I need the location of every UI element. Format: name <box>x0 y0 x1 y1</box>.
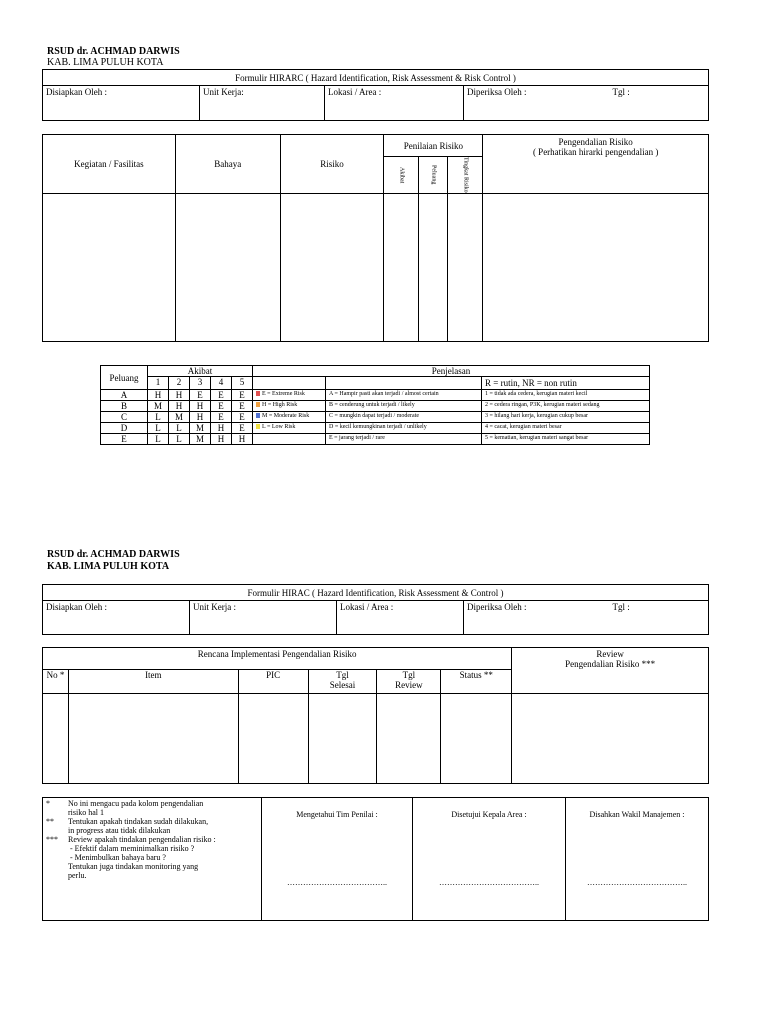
org-region: KAB. LIMA PULUH KOTA <box>47 57 164 68</box>
prepared-by-label-2: Disiapkan Oleh : <box>46 602 107 612</box>
matrix-cell: L <box>148 412 169 423</box>
form-info-table <box>42 69 709 121</box>
matrix-cell: H <box>169 401 190 412</box>
status-cell[interactable] <box>441 694 512 784</box>
form-title: Formulir HIRARC ( Hazard Identification, Risk Assessment & Risk Control ) <box>43 70 709 86</box>
matrix-cell: E <box>232 390 253 401</box>
review-cell[interactable] <box>512 694 709 784</box>
matrix-cell: L <box>148 434 169 445</box>
matrix-cell: E <box>232 412 253 423</box>
date-label-2: Tgl : <box>612 602 630 612</box>
control-cell[interactable] <box>483 194 709 342</box>
akibat-col-3: 3 <box>190 377 211 390</box>
matrix-cell: E <box>211 412 232 423</box>
col-control-title: Pengendalian Risiko <box>558 137 633 147</box>
matrix-cell: E <box>211 390 232 401</box>
location-label: Lokasi / Area : <box>328 87 382 97</box>
consequence-desc: 2 = cedera ringan, P3K, kerugian materi sedang <box>482 401 650 412</box>
col-finish: Tgl Selesai <box>308 670 377 694</box>
matrix-penjelasan-label: Penjelasan <box>253 366 650 377</box>
swatch-moderate <box>256 413 260 418</box>
notes-signature-table <box>42 797 709 921</box>
col-control-subtitle: ( Perhatikan hirarki pengendalian ) <box>532 147 659 157</box>
risk-cell[interactable] <box>280 194 384 342</box>
risk-assessment-table <box>42 134 709 342</box>
matrix-row-label: D <box>101 423 148 434</box>
hazard-cell[interactable] <box>175 194 280 342</box>
matrix-cell: H <box>232 434 253 445</box>
checked-by-field-2[interactable] <box>464 601 709 635</box>
activity-cell[interactable] <box>43 194 176 342</box>
matrix-cell: E <box>232 401 253 412</box>
akibat-col-1: 1 <box>148 377 169 390</box>
checked-by-label-2: Diperiksa Oleh : <box>467 602 527 612</box>
akibat-col-4: 4 <box>211 377 232 390</box>
notes-cell <box>43 798 262 921</box>
review-title: Review Pengendalian Risiko *** <box>512 648 709 694</box>
consequence-desc: 3 = hilang hari kerja, kerugian cukup besar <box>482 412 650 423</box>
location-label-2: Lokasi / Area : <box>340 602 394 612</box>
matrix-cell: M <box>190 434 211 445</box>
prepared-by-label: Disiapkan Oleh : <box>46 87 107 97</box>
checked-by-label: Diperiksa Oleh : <box>467 87 527 97</box>
likelihood-desc: D = kecil kemungkinan terjadi / unlikely <box>326 423 482 434</box>
col-review: Tgl Review <box>377 670 441 694</box>
note-3: *** Review apakah tindakan pengendalian risiko : - Efektif dalam meminimalkan risiko ? - Menimbulkan bahaya baru ? Tentukan juga tindakan monitoring yang perlu. <box>46 835 216 880</box>
akibat-col-2: 2 <box>169 377 190 390</box>
matrix-akibat-label: Akibat <box>148 366 253 377</box>
likelihood-desc: E = jarang terjadi / rare <box>326 434 482 445</box>
signature-ratified-label: Disahkan Wakil Manajemen : <box>589 810 685 819</box>
item-cell[interactable] <box>68 694 238 784</box>
col-risk: Risiko <box>280 135 384 194</box>
col-hazard: Bahaya <box>175 135 280 194</box>
org-region-2: KAB. LIMA PULUH KOTA <box>47 561 170 572</box>
implementation-table <box>42 647 709 784</box>
swatch-extreme <box>256 391 260 396</box>
col-activity: Kegiatan / Fasilitas <box>43 135 176 194</box>
prepared-by-field[interactable] <box>43 86 200 121</box>
note-1: * No ini mengacu pada kolom pengendalian risiko hal 1 <box>46 799 204 817</box>
work-unit-label-2: Unit Kerja : <box>193 602 236 612</box>
consequence-desc: 4 = cacat, kerugian materi besar <box>482 423 650 434</box>
matrix-cell: L <box>169 423 190 434</box>
col-no: No * <box>43 670 69 694</box>
signature-line: ……………………………….. <box>287 878 387 887</box>
akibat-col-5: 5 <box>232 377 253 390</box>
org-name: RSUD dr. ACHMAD DARWIS <box>47 46 180 57</box>
sub-level: Tingkat Risiko <box>448 157 483 194</box>
signature-ratified[interactable] <box>566 798 709 921</box>
legend-blank <box>253 434 326 445</box>
signature-line: ……………………………….. <box>439 878 539 887</box>
risk-level-moderate: M = Moderate Risk <box>253 412 326 423</box>
col-assessment: Penilaian Risiko <box>384 135 483 157</box>
col-pic: PIC <box>238 670 308 694</box>
matrix-cell: E <box>232 423 253 434</box>
consequence-desc: 1 = tidak ada cedera, kerugian materi kecil <box>482 390 650 401</box>
swatch-low <box>256 424 260 429</box>
signature-approved-label: Disetujui Kepala Area : <box>451 810 527 819</box>
matrix-peluang-label: Peluang <box>101 366 148 390</box>
matrix-row-label: E <box>101 434 148 445</box>
signature-approved[interactable] <box>413 798 566 921</box>
matrix-cell: H <box>211 423 232 434</box>
signature-known[interactable] <box>262 798 413 921</box>
col-control <box>483 135 709 194</box>
pic-cell[interactable] <box>238 694 308 784</box>
review-date-cell[interactable] <box>377 694 441 784</box>
note-2: ** Tentukan apakah tindakan sudah dilakukan, in progress atau tidak dilakukan <box>46 817 209 835</box>
matrix-cell: H <box>190 401 211 412</box>
work-unit-field[interactable] <box>200 86 325 121</box>
matrix-row-label: A <box>101 390 148 401</box>
location-field[interactable] <box>325 86 464 121</box>
risk-level-extreme: E = Extreme Risk <box>253 390 326 401</box>
prepared-by-field-2[interactable] <box>43 601 190 635</box>
matrix-cell: E <box>190 390 211 401</box>
checked-by-field[interactable] <box>464 86 709 121</box>
matrix-cell: H <box>211 434 232 445</box>
matrix-cell: E <box>211 401 232 412</box>
routine-note: R = rutin, NR = non rutin <box>482 377 650 390</box>
legend-blank <box>253 377 326 390</box>
matrix-cell: L <box>169 434 190 445</box>
signature-line: ……………………………….. <box>587 878 687 887</box>
matrix-cell: L <box>148 423 169 434</box>
matrix-cell: H <box>148 390 169 401</box>
consequence-desc: 5 = kematian, kerugian materi sangat besar <box>482 434 650 445</box>
risk-level-low: L = Low Risk <box>253 423 326 434</box>
no-cell[interactable] <box>43 694 69 784</box>
likelihood-desc: A = Hampir pasti akan terjadi / almost certain <box>326 390 482 401</box>
work-unit-label: Unit Kerja: <box>203 87 244 97</box>
risk-matrix <box>100 365 650 445</box>
matrix-cell: H <box>169 390 190 401</box>
location-field-2[interactable] <box>337 601 464 635</box>
signature-known-label: Mengetahui Tim Penilai : <box>296 810 378 819</box>
work-unit-field-2[interactable] <box>190 601 337 635</box>
matrix-row-label: C <box>101 412 148 423</box>
matrix-row-label: B <box>101 401 148 412</box>
finish-date-cell[interactable] <box>308 694 377 784</box>
form-info-table-2 <box>42 584 709 635</box>
plan-title: Rencana Implementasi Pengendalian Risiko <box>43 648 512 670</box>
matrix-cell: M <box>169 412 190 423</box>
col-status: Status ** <box>441 670 512 694</box>
level-cell[interactable] <box>448 194 483 342</box>
sub-likelihood: Peluang <box>419 157 448 194</box>
matrix-cell: H <box>190 412 211 423</box>
matrix-cell: M <box>190 423 211 434</box>
likelihood-cell[interactable] <box>419 194 448 342</box>
swatch-high <box>256 402 260 407</box>
matrix-cell: M <box>148 401 169 412</box>
likelihood-desc: C = mungkin dapat terjadi / moderate <box>326 412 482 423</box>
date-label: Tgl : <box>612 87 630 97</box>
risk-level-high: H = High Risk <box>253 401 326 412</box>
likelihood-desc: B = cenderung untuk terjadi / likely <box>326 401 482 412</box>
org-name-2: RSUD dr. ACHMAD DARWIS <box>47 549 180 560</box>
legend-blank <box>326 377 482 390</box>
consequence-cell[interactable] <box>384 194 419 342</box>
col-item: Item <box>68 670 238 694</box>
sub-consequence: Akibat <box>384 157 419 194</box>
form-title-2: Formulir HIRAC ( Hazard Identification, Risk Assessment & Control ) <box>43 585 709 601</box>
